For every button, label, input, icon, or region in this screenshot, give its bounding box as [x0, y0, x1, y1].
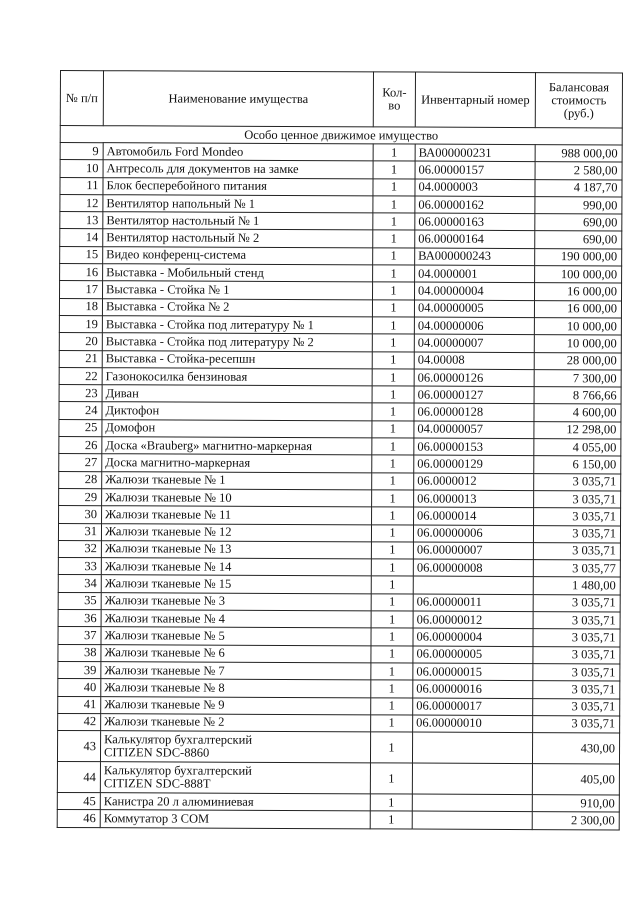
header-num: № п/п [60, 71, 103, 126]
item-name: Жалюзи тканевые № 4 [101, 610, 371, 628]
item-quantity: 1 [373, 282, 415, 299]
balance-value: 2 580,00 [535, 162, 622, 180]
row-number: 40 [58, 679, 101, 696]
balance-value: 3 035,71 [533, 629, 620, 647]
row-number: 41 [58, 696, 101, 713]
balance-value: 4 055,00 [534, 439, 621, 457]
row-number: 39 [58, 661, 101, 678]
item-name: Выставка - Стойка № 1 [103, 281, 373, 299]
inventory-number [412, 732, 532, 764]
item-name: Диктофон [102, 402, 372, 420]
inventory-number: 06.00000011 [413, 594, 533, 612]
inventory-number: 06.00000164 [415, 231, 535, 249]
balance-value: 4 187,70 [535, 179, 622, 197]
item-name: Автомобиль Ford Mondeo [103, 143, 373, 161]
inventory-number: 06.00000163 [415, 213, 535, 231]
balance-value: 690,00 [535, 214, 622, 232]
item-quantity: 1 [371, 697, 413, 714]
balance-value: 10 000,00 [534, 335, 621, 353]
item-quantity: 1 [371, 715, 413, 732]
row-number: 36 [58, 610, 101, 627]
row-number: 25 [59, 419, 102, 436]
table-row [57, 731, 619, 764]
item-quantity: 1 [372, 455, 414, 472]
balance-value: 10 000,00 [534, 318, 621, 336]
item-quantity: 1 [371, 663, 413, 680]
balance-value: 690,00 [535, 231, 622, 249]
item-name: Жалюзи тканевые № 1 [102, 471, 372, 489]
item-name: Жалюзи тканевые № 12 [101, 523, 371, 541]
item-quantity: 1 [372, 300, 414, 317]
item-name [100, 731, 370, 763]
balance-value: 405,00 [532, 764, 619, 795]
inventory-number: 04.00000057 [414, 421, 534, 439]
balance-value: 16 000,00 [534, 300, 621, 318]
inventory-number: 06.0000012 [414, 473, 534, 491]
row-number: 38 [58, 644, 101, 661]
item-quantity: 1 [371, 680, 413, 697]
item-name: Жалюзи тканевые № 14 [101, 558, 371, 576]
inventory-number: 06.00000010 [413, 715, 533, 733]
balance-value: 100 000,00 [535, 266, 622, 284]
item-quantity: 1 [372, 351, 414, 368]
inventory-number: 06.00000005 [413, 646, 533, 664]
item-name: Жалюзи тканевые № 13 [101, 541, 371, 559]
item-name-line: Калькулятор бухгалтерский [104, 732, 253, 747]
row-number: 13 [60, 212, 103, 229]
item-quantity: 1 [370, 811, 412, 828]
balance-value: 3 035,71 [533, 542, 620, 560]
inventory-number: ВА000000231 [415, 144, 535, 162]
row-number: 26 [59, 437, 102, 454]
table-header-row [60, 71, 622, 128]
row-number: 29 [59, 488, 102, 505]
item-quantity: 1 [373, 196, 415, 213]
item-quantity: 1 [372, 403, 414, 420]
row-number: 37 [58, 627, 101, 644]
inventory-number: 06.00000004 [413, 628, 533, 646]
header-balance-value: Балансовая стоимость (руб.) [535, 73, 622, 128]
item-quantity: 1 [373, 230, 415, 247]
item-name: Жалюзи тканевые № 3 [101, 592, 371, 610]
item-name-line: Калькулятор бухгалтерский [103, 763, 252, 778]
item-quantity: 1 [371, 611, 413, 628]
item-quantity: 1 [371, 524, 413, 541]
item-name: Жалюзи тканевые № 2 [101, 713, 371, 731]
item-name: Жалюзи тканевые № 5 [101, 627, 371, 645]
item-model-line: CITIZEN SDC-888T [103, 776, 211, 791]
row-number: 18 [59, 298, 102, 315]
item-quantity: 1 [371, 576, 413, 593]
table-row [57, 810, 619, 830]
item-quantity: 1 [371, 542, 413, 559]
item-name: Выставка - Стойка № 2 [102, 298, 372, 316]
item-quantity: 1 [373, 265, 415, 282]
item-name: Вентилятор напольный № 1 [103, 195, 373, 213]
row-number: 15 [60, 246, 103, 263]
balance-value: 2 300,00 [532, 812, 619, 830]
item-name: Доска «Brauberg» магнитно-маркерная [102, 437, 372, 455]
row-number: 45 [57, 793, 100, 810]
inventory-number: 06.00000006 [413, 525, 533, 543]
item-name: Выставка - Стойка под литературу № 2 [102, 333, 372, 351]
row-number: 27 [59, 454, 102, 471]
row-number: 12 [60, 194, 103, 211]
balance-value: 7 300,00 [534, 369, 621, 387]
item-quantity: 1 [373, 213, 415, 230]
inventory-number: 04.00000005 [414, 300, 534, 318]
inventory-number: 06.00000007 [413, 542, 533, 560]
balance-value: 3 035,71 [533, 612, 620, 630]
balance-value: 3 035,71 [533, 681, 620, 699]
balance-value: 3 035,71 [533, 715, 620, 733]
item-quantity: 1 [371, 559, 413, 576]
item-quantity: 1 [373, 161, 415, 178]
item-name: Выставка - Мобильный стенд [103, 264, 373, 282]
row-number: 23 [59, 385, 102, 402]
balance-value: 3 035,71 [534, 491, 621, 509]
document-page [57, 70, 622, 830]
item-name: Коммутатор 3 COM [100, 810, 370, 828]
item-quantity: 1 [370, 763, 412, 794]
inventory-number [412, 763, 532, 795]
inventory-number: ВА000000243 [415, 248, 535, 266]
inventory-number [412, 811, 532, 829]
balance-value: 190 000,00 [535, 248, 622, 266]
item-name [100, 762, 370, 794]
item-name: Диван [102, 385, 372, 403]
item-name: Доска магнитно-маркерная [102, 454, 372, 472]
row-number: 35 [58, 592, 101, 609]
item-quantity: 1 [372, 490, 414, 507]
row-number: 19 [59, 315, 102, 332]
item-name: Антресоль для документов на замке [103, 160, 373, 178]
balance-value: 3 035,71 [533, 646, 620, 664]
row-number: 31 [58, 523, 101, 540]
inventory-number: 04.00000006 [414, 317, 534, 335]
inventory-number [413, 576, 533, 594]
balance-value: 12 298,00 [534, 421, 621, 439]
item-quantity: 1 [372, 473, 414, 490]
row-number: 24 [59, 402, 102, 419]
balance-value: 28 000,00 [534, 352, 621, 370]
balance-value: 3 035,71 [534, 508, 621, 526]
item-model-line: CITIZEN SDC-8860 [103, 745, 210, 760]
balance-value: 3 035,71 [533, 594, 620, 612]
row-number: 43 [57, 731, 100, 762]
item-name: Газонокосилка бензиновая [102, 368, 372, 386]
row-number: 20 [59, 333, 102, 350]
header-inventory-number: Инвентарный номер [415, 72, 535, 128]
balance-value: 3 035,71 [533, 698, 620, 716]
item-quantity: 1 [372, 334, 414, 351]
balance-value: 3 035,77 [533, 560, 620, 578]
row-number: 46 [57, 810, 100, 827]
item-name: Блок бесперебойного питания [103, 177, 373, 195]
item-name: Выставка - Стойка под литературу № 1 [102, 316, 372, 334]
inventory-number: 06.00000157 [415, 161, 535, 179]
row-number: 21 [59, 350, 102, 367]
item-name: Жалюзи тканевые № 7 [101, 662, 371, 680]
item-name: Жалюзи тканевые № 15 [101, 575, 371, 593]
inventory-number: 06.0000014 [414, 507, 534, 525]
balance-value: 430,00 [532, 733, 619, 764]
row-number: 34 [58, 575, 101, 592]
item-name: Жалюзи тканевые № 10 [102, 489, 372, 507]
balance-value: 3 035,71 [534, 473, 621, 491]
row-number: 42 [58, 713, 101, 730]
item-quantity: 1 [371, 645, 413, 662]
row-number: 10 [60, 160, 103, 177]
inventory-number: 06.00000153 [414, 438, 534, 456]
item-name: Жалюзи тканевые № 9 [101, 696, 371, 714]
item-quantity: 1 [372, 438, 414, 455]
table-row [57, 762, 619, 795]
inventory-number: 04.00008 [414, 352, 534, 370]
inventory-number: 04.00000007 [414, 334, 534, 352]
inventory-number: 06.00000129 [414, 455, 534, 473]
item-name: Вентилятор настольный № 2 [103, 229, 373, 247]
item-name: Жалюзи тканевые № 8 [101, 679, 371, 697]
inventory-number: 06.0000013 [414, 490, 534, 508]
inventory-number: 06.00000017 [413, 698, 533, 716]
header-qty: Кол-во [373, 72, 415, 127]
item-name: Жалюзи тканевые № 11 [102, 506, 372, 524]
item-quantity: 1 [370, 794, 412, 811]
row-number: 17 [60, 281, 103, 298]
balance-value: 16 000,00 [534, 283, 621, 301]
inventory-number: 06.00000016 [413, 680, 533, 698]
property-table [57, 70, 623, 830]
row-number: 33 [58, 558, 101, 575]
balance-value: 8 766,66 [534, 387, 621, 405]
item-name: Вентилятор настольный № 1 [103, 212, 373, 230]
inventory-number: 06.00000162 [415, 196, 535, 214]
balance-value: 6 150,00 [534, 456, 621, 474]
inventory-number: 06.00000126 [414, 369, 534, 387]
row-number: 28 [59, 471, 102, 488]
row-number: 44 [57, 762, 100, 793]
item-name: Видео конференц-система [103, 246, 373, 264]
item-quantity: 1 [371, 628, 413, 645]
item-name: Выставка - Стойка-ресепшн [102, 350, 372, 368]
item-quantity: 1 [373, 144, 415, 161]
inventory-number: 04.00000004 [415, 282, 535, 300]
item-quantity: 1 [372, 507, 414, 524]
item-quantity: 1 [372, 369, 414, 386]
inventory-number: 06.00000012 [413, 611, 533, 629]
item-quantity: 1 [373, 178, 415, 195]
balance-value: 3 035,71 [533, 663, 620, 681]
item-quantity: 1 [372, 386, 414, 403]
row-number: 32 [58, 540, 101, 557]
item-quantity: 1 [371, 594, 413, 611]
item-quantity: 1 [373, 248, 415, 265]
balance-value: 4 600,00 [534, 404, 621, 422]
balance-value: 990,00 [535, 196, 622, 214]
balance-value: 988 000,00 [535, 145, 622, 163]
item-name: Канистра 20 л алюминиевая [100, 793, 370, 811]
row-number: 30 [59, 506, 102, 523]
item-name: Домофон [102, 419, 372, 437]
inventory-number: 06.00000128 [414, 404, 534, 422]
inventory-number: 04.0000003 [415, 179, 535, 197]
row-number: 9 [60, 143, 103, 160]
balance-value: 3 035,71 [533, 525, 620, 543]
row-number: 16 [60, 264, 103, 281]
balance-value: 1 480,00 [533, 577, 620, 595]
item-quantity: 1 [372, 317, 414, 334]
row-number: 11 [60, 177, 103, 194]
inventory-number: 06.00000127 [414, 386, 534, 404]
section-title: Особо ценное движимое имущество [60, 126, 622, 145]
row-number: 22 [59, 367, 102, 384]
item-quantity: 1 [372, 421, 414, 438]
header-name: Наименование имущества [103, 71, 373, 127]
inventory-number: 06.00000015 [413, 663, 533, 681]
balance-value: 910,00 [532, 795, 619, 813]
item-name: Жалюзи тканевые № 6 [101, 644, 371, 662]
inventory-number: 04.0000001 [415, 265, 535, 283]
inventory-number [412, 794, 532, 812]
row-number: 14 [60, 229, 103, 246]
inventory-number: 06.00000008 [413, 559, 533, 577]
item-quantity: 1 [370, 732, 412, 763]
